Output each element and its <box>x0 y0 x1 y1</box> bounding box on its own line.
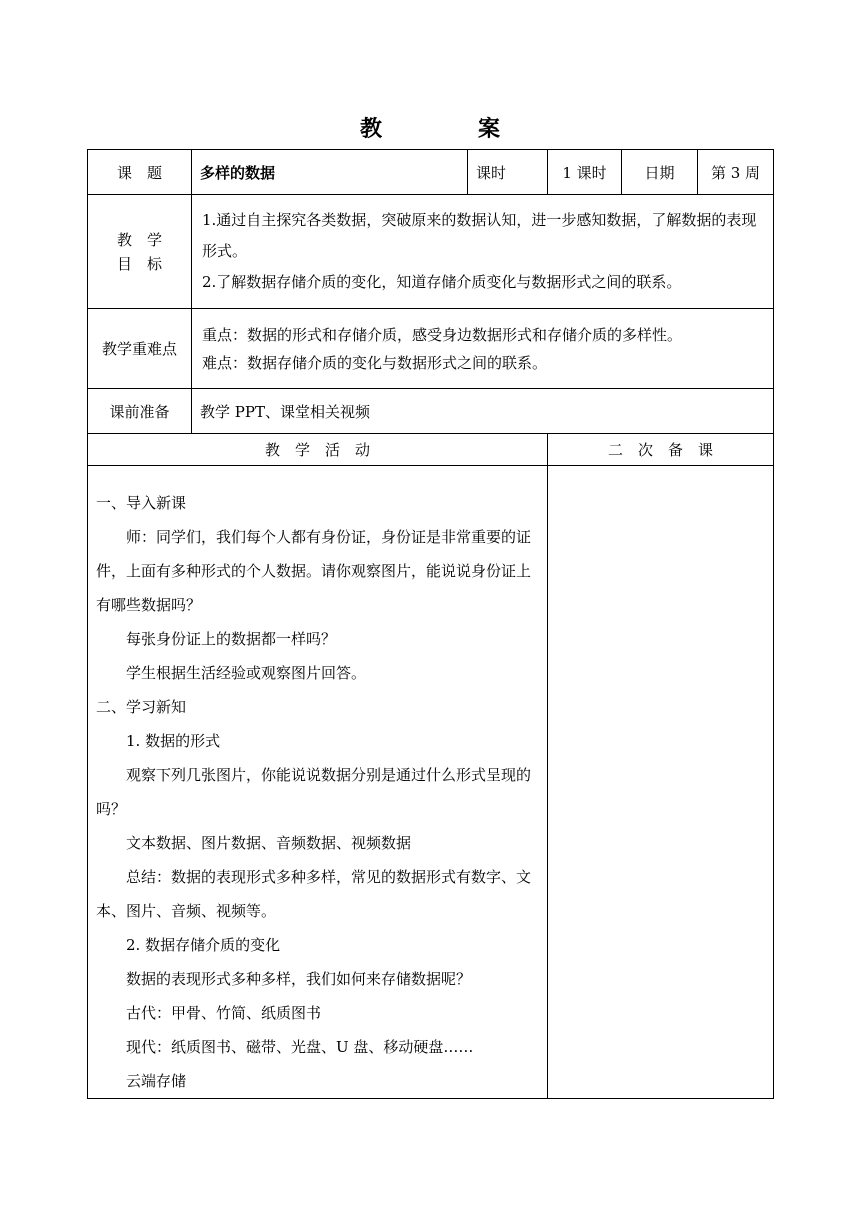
activity-subheading-1: 1. 数据的形式 <box>126 732 221 750</box>
topic-value: 多样的数据 <box>192 150 468 195</box>
key-point-item-1: 重点：数据的形式和存储介质，感受身边数据形式和存储介质的多样性。 <box>202 325 683 344</box>
activity-paragraph: 云端存储 <box>126 1072 187 1090</box>
key-points-content <box>192 309 774 389</box>
activity-paragraph: 学生根据生活经验或观察图片回答。 <box>126 664 367 682</box>
section-header-row <box>88 434 774 466</box>
preparation-row <box>88 389 774 434</box>
activity-paragraph: 总结：数据的表现形式多种多样，常见的数据形式有数字、文本、图片、音频、视频等。 <box>96 868 532 920</box>
activity-paragraph: 每张身份证上的数据都一样吗？ <box>126 630 337 648</box>
objective-item-1: 1.通过自主探究各类数据，突破原来的数据认知，进一步感知数据，了解数据的表现形式。 <box>202 211 757 260</box>
title-char-1: 教 <box>359 116 382 142</box>
topic-row <box>88 150 774 195</box>
topic-label: 课 题 <box>88 150 192 195</box>
activity-paragraph: 古代：甲骨、竹简、纸质图书 <box>126 1004 322 1022</box>
hours-value: 1 课时 <box>548 150 622 195</box>
page-title <box>0 112 860 143</box>
activity-heading-2: 二、学习新知 <box>96 698 187 716</box>
activity-paragraph: 观察下列几张图片，你能说说数据分别是通过什么形式呈现的吗？ <box>96 766 532 818</box>
activity-subheading-2: 2. 数据存储介质的变化 <box>126 936 281 954</box>
objectives-content <box>192 195 774 309</box>
activity-paragraph: 师：同学们，我们每个人都有身份证，身份证是非常重要的证件，上面有多种形式的个人数据。请你观察图片，能说说身份证上有哪些数据吗？ <box>96 528 532 614</box>
second-prep-content <box>548 466 774 1099</box>
activities-row <box>88 466 774 1099</box>
preparation-value: 教学 PPT、课堂相关视频 <box>192 389 774 434</box>
objectives-label <box>88 195 192 309</box>
second-prep-header: 二 次 备 课 <box>548 434 774 466</box>
key-points-label: 教学重难点 <box>88 309 192 389</box>
objectives-label-line1: 教 学 <box>116 230 162 249</box>
preparation-label: 课前准备 <box>88 389 192 434</box>
date-value: 第 3 周 <box>698 150 774 195</box>
lesson-plan-table <box>87 149 774 1099</box>
activity-heading-1: 一、导入新课 <box>96 494 187 512</box>
key-points-row <box>88 309 774 389</box>
title-char-2: 案 <box>478 116 501 142</box>
hours-label: 课时 <box>468 150 548 195</box>
key-point-item-2: 难点：数据存储介质的变化与数据形式之间的联系。 <box>202 353 548 372</box>
objectives-label-line2: 目 标 <box>116 254 162 273</box>
activity-paragraph: 数据的表现形式多种多样，我们如何来存储数据呢？ <box>126 970 472 988</box>
objective-item-2: 2.了解数据存储介质的变化，知道存储介质变化与数据形式之间的联系。 <box>202 273 682 291</box>
objectives-row <box>88 195 774 309</box>
date-label: 日期 <box>622 150 698 195</box>
activities-content <box>88 466 548 1099</box>
activity-paragraph: 现代：纸质图书、磁带、光盘、U 盘、移动硬盘…… <box>126 1038 474 1056</box>
activities-header: 教 学 活 动 <box>88 434 548 466</box>
activity-paragraph: 文本数据、图片数据、音频数据、视频数据 <box>126 834 412 852</box>
